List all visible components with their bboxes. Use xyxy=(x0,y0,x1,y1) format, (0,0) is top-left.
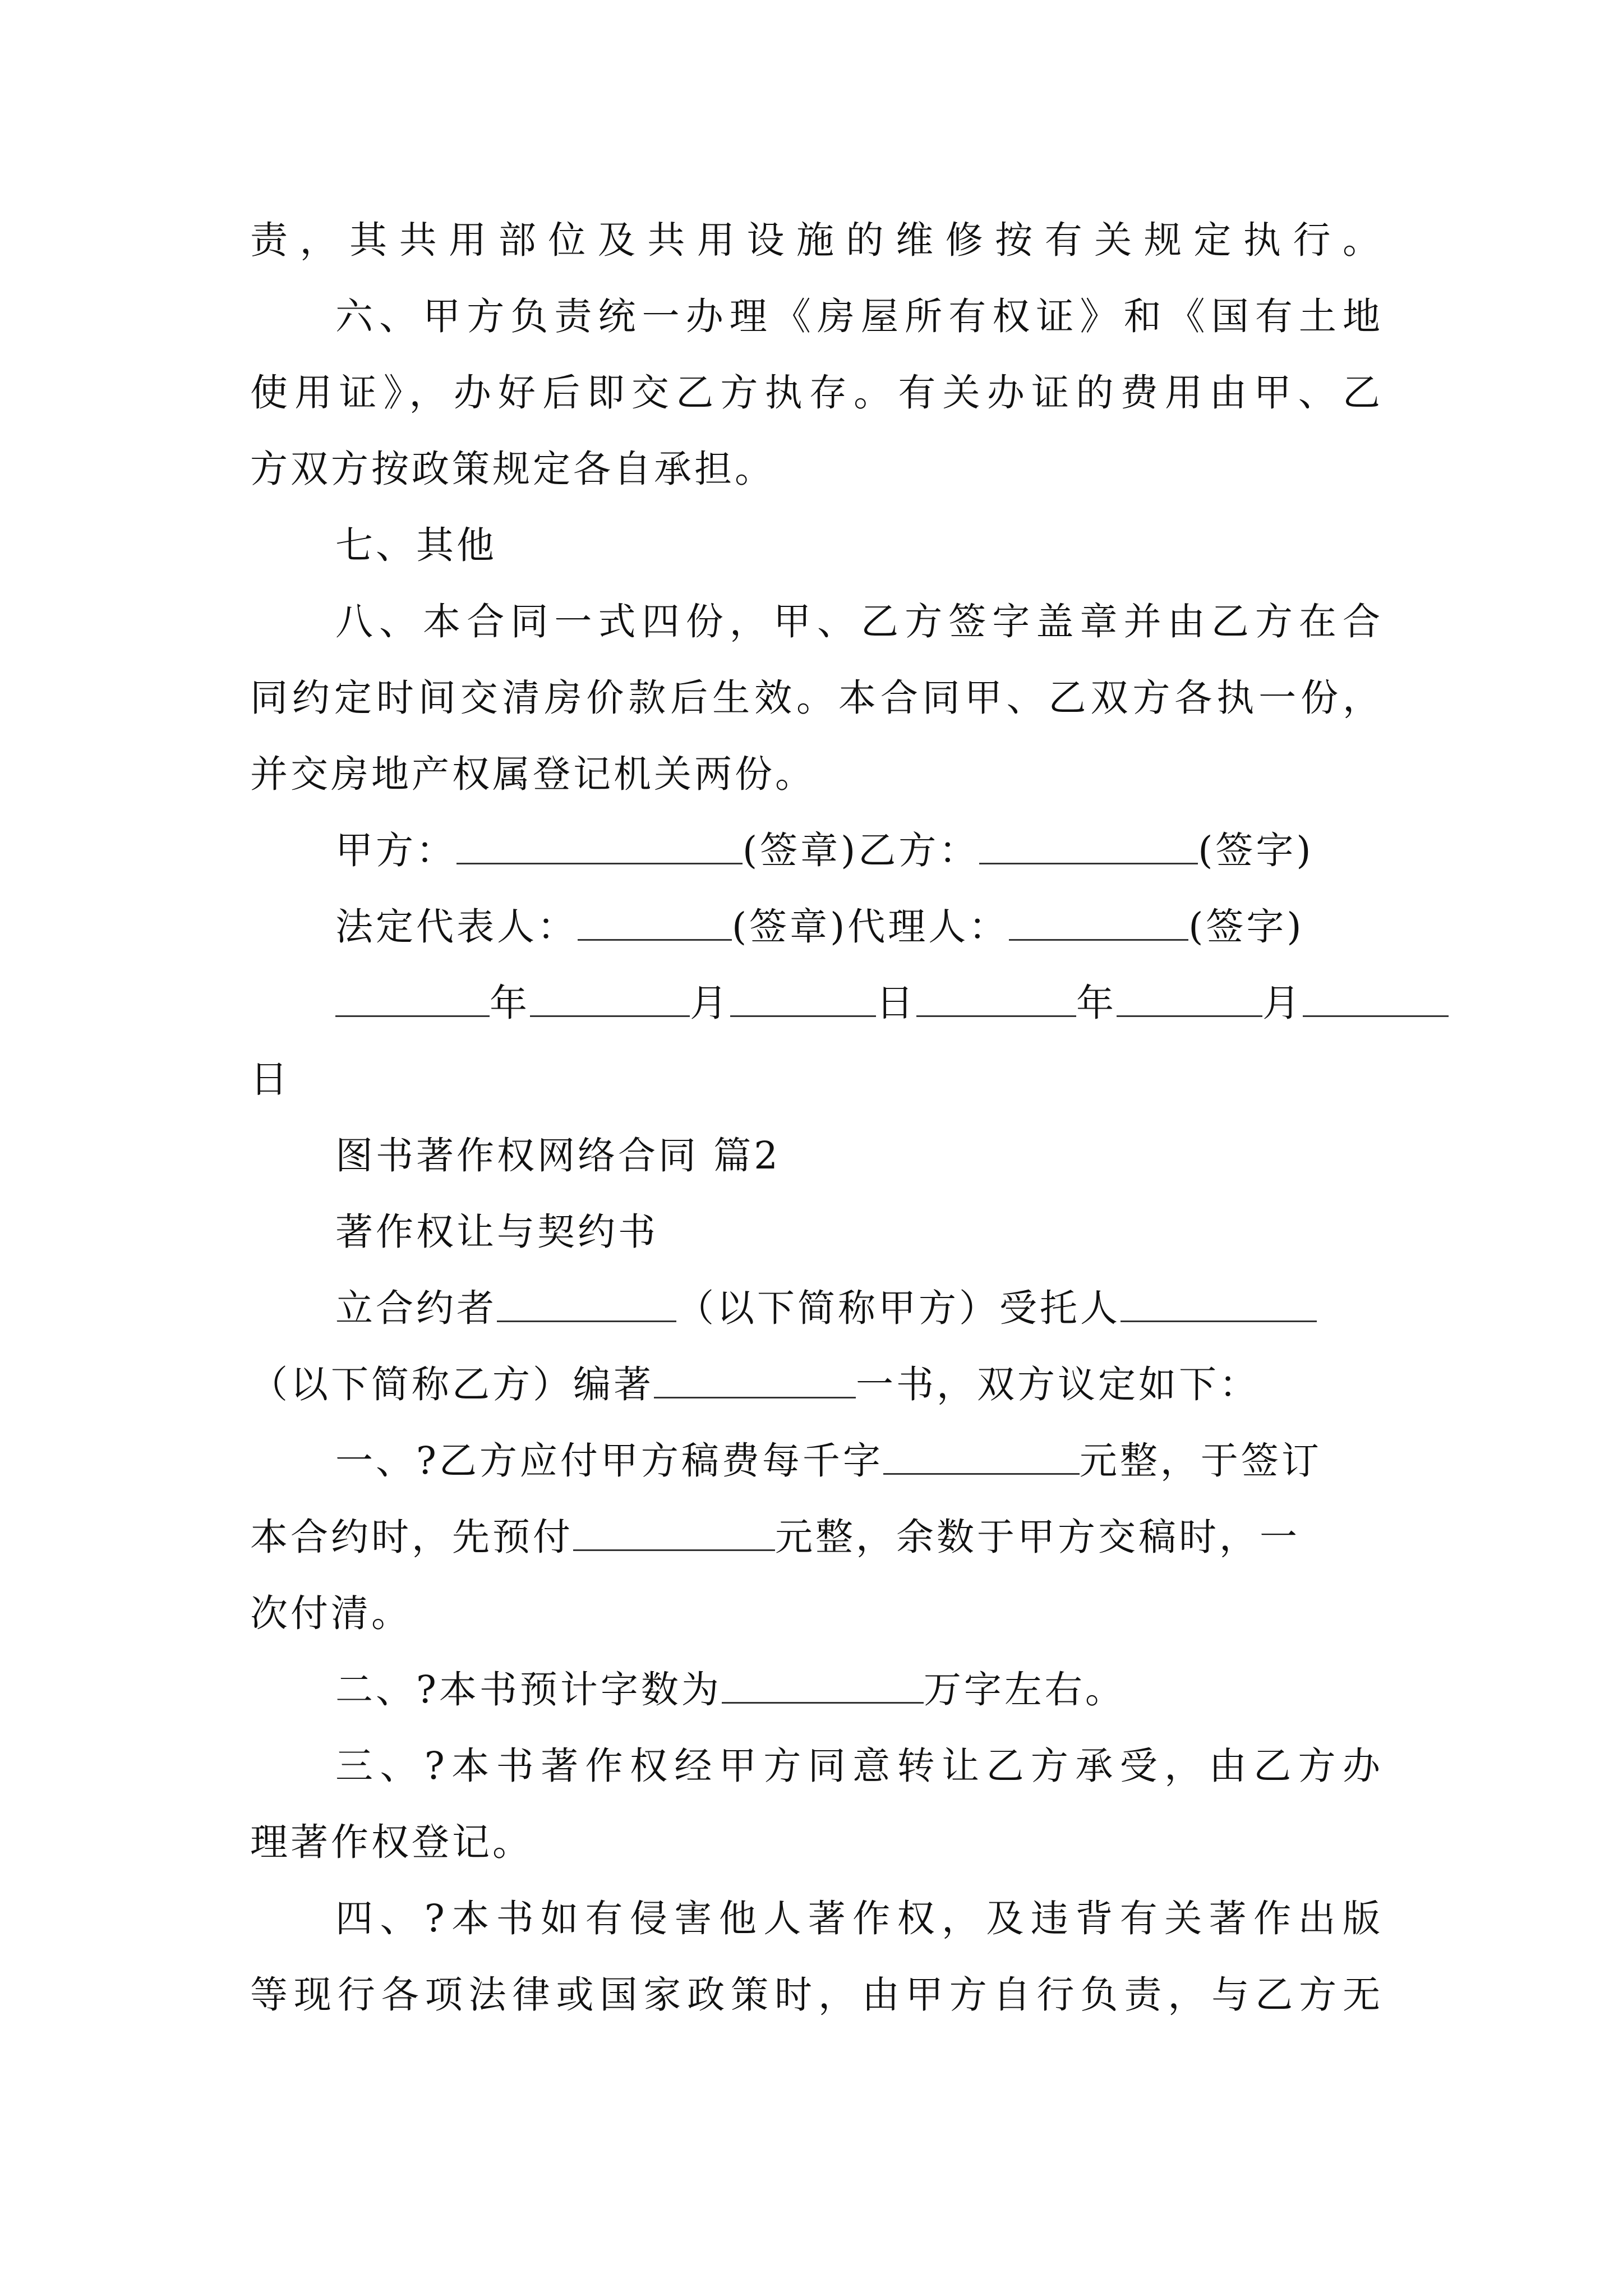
year-label: 年 xyxy=(490,981,530,1025)
paragraph-line: 理著作权登记。 xyxy=(250,1820,533,1864)
text-span: 一、?乙方应付甲方稿费每千字 xyxy=(335,1439,883,1483)
contract-title: 著作权让与契约书 xyxy=(335,1210,658,1254)
text-span: （以下简称乙方）编著 xyxy=(250,1363,654,1406)
party-b-label: 乙方： xyxy=(858,829,980,872)
date-blank xyxy=(530,982,690,1017)
paragraph-line: 并交房地产权属登记机关两份。 xyxy=(250,752,815,796)
text-span: 元整，于签订 xyxy=(1079,1439,1322,1483)
text-span: 一书，双方议定如下： xyxy=(856,1363,1260,1406)
section-title: 图书著作权网络合同 篇2 xyxy=(335,1134,781,1177)
paragraph-line: 使用证》，办好后即交乙方执存。有关办证的费用由甲、乙 xyxy=(250,371,1383,415)
document-body xyxy=(250,202,1383,2033)
signature-line-2 xyxy=(250,889,1383,965)
section-heading: 七、其他 xyxy=(335,523,497,567)
legal-rep-label: 法定代表人： xyxy=(335,905,578,949)
paragraph-line xyxy=(250,1346,1383,1423)
party-a-blank xyxy=(457,829,743,864)
text-span: 万字左右。 xyxy=(923,1668,1126,1711)
party-a-label: 甲方： xyxy=(335,829,457,872)
paragraph-line: 同约定时间交清房价款后生效。本合同甲、乙双方各执一份， xyxy=(250,676,1383,720)
date-blank xyxy=(335,982,490,1017)
paragraph-line xyxy=(250,1423,1383,1499)
text-span: 立合约者 xyxy=(335,1286,497,1330)
date-blank xyxy=(1117,982,1262,1017)
paragraph-line xyxy=(250,1499,1383,1575)
blank-field xyxy=(654,1363,856,1398)
sign-label: (签字) xyxy=(1188,905,1304,949)
blank-field xyxy=(722,1668,924,1704)
agent-label: 代理人： xyxy=(847,905,1009,949)
paragraph-line: 日 xyxy=(250,1057,291,1101)
text-span: 元整，余数于甲方交稿时，一 xyxy=(775,1515,1300,1559)
paragraph-line: 次付清。 xyxy=(250,1591,412,1635)
agent-blank xyxy=(1009,905,1188,941)
paragraph-line: 四、?本书如有侵害他人著作权，及违背有关著作出版 xyxy=(335,1897,1383,1940)
paragraph-line: 方双方按政策规定各自承担。 xyxy=(250,447,775,491)
party-b-blank xyxy=(979,829,1198,864)
year-label: 年 xyxy=(1076,981,1117,1025)
text-span: 本合约时，先预付 xyxy=(250,1515,573,1559)
signature-line-1 xyxy=(250,812,1383,889)
date-blank xyxy=(1303,982,1449,1017)
blank-field xyxy=(573,1516,775,1551)
paragraph-line: 三、?本书著作权经甲方同意转让乙方承受，由乙方办 xyxy=(335,1744,1383,1788)
text-span: （以下简称甲方）受托人 xyxy=(676,1286,1121,1330)
paragraph-line: 八、本合同一式四份，甲、乙方签字盖章并由乙方在合 xyxy=(335,600,1383,643)
month-label: 月 xyxy=(690,981,730,1025)
date-blank xyxy=(916,982,1076,1017)
paragraph-line: 责，其共用部位及共用设施的维修按有关规定执行。 xyxy=(250,218,1383,262)
paragraph-line xyxy=(250,1270,1383,1346)
seal-label: (签章) xyxy=(743,829,859,872)
blank-field xyxy=(1121,1287,1317,1322)
paragraph-line: 六、甲方负责统一办理《房屋所有权证》和《国有土地 xyxy=(335,295,1383,338)
date-line xyxy=(250,965,1383,1041)
legal-rep-blank xyxy=(578,905,732,941)
paragraph-line xyxy=(250,1651,1383,1728)
seal-label: (签章) xyxy=(732,905,848,949)
paragraph-line: 等现行各项法律或国家政策时，由甲方自行负责，与乙方无 xyxy=(250,1973,1383,2017)
blank-field xyxy=(883,1439,1080,1475)
day-label: 日 xyxy=(876,981,916,1025)
sign-label: (签字) xyxy=(1198,829,1314,872)
blank-field xyxy=(497,1287,676,1322)
month-label: 月 xyxy=(1262,981,1303,1025)
date-blank xyxy=(730,982,876,1017)
text-span: 二、?本书预计字数为 xyxy=(335,1668,722,1711)
